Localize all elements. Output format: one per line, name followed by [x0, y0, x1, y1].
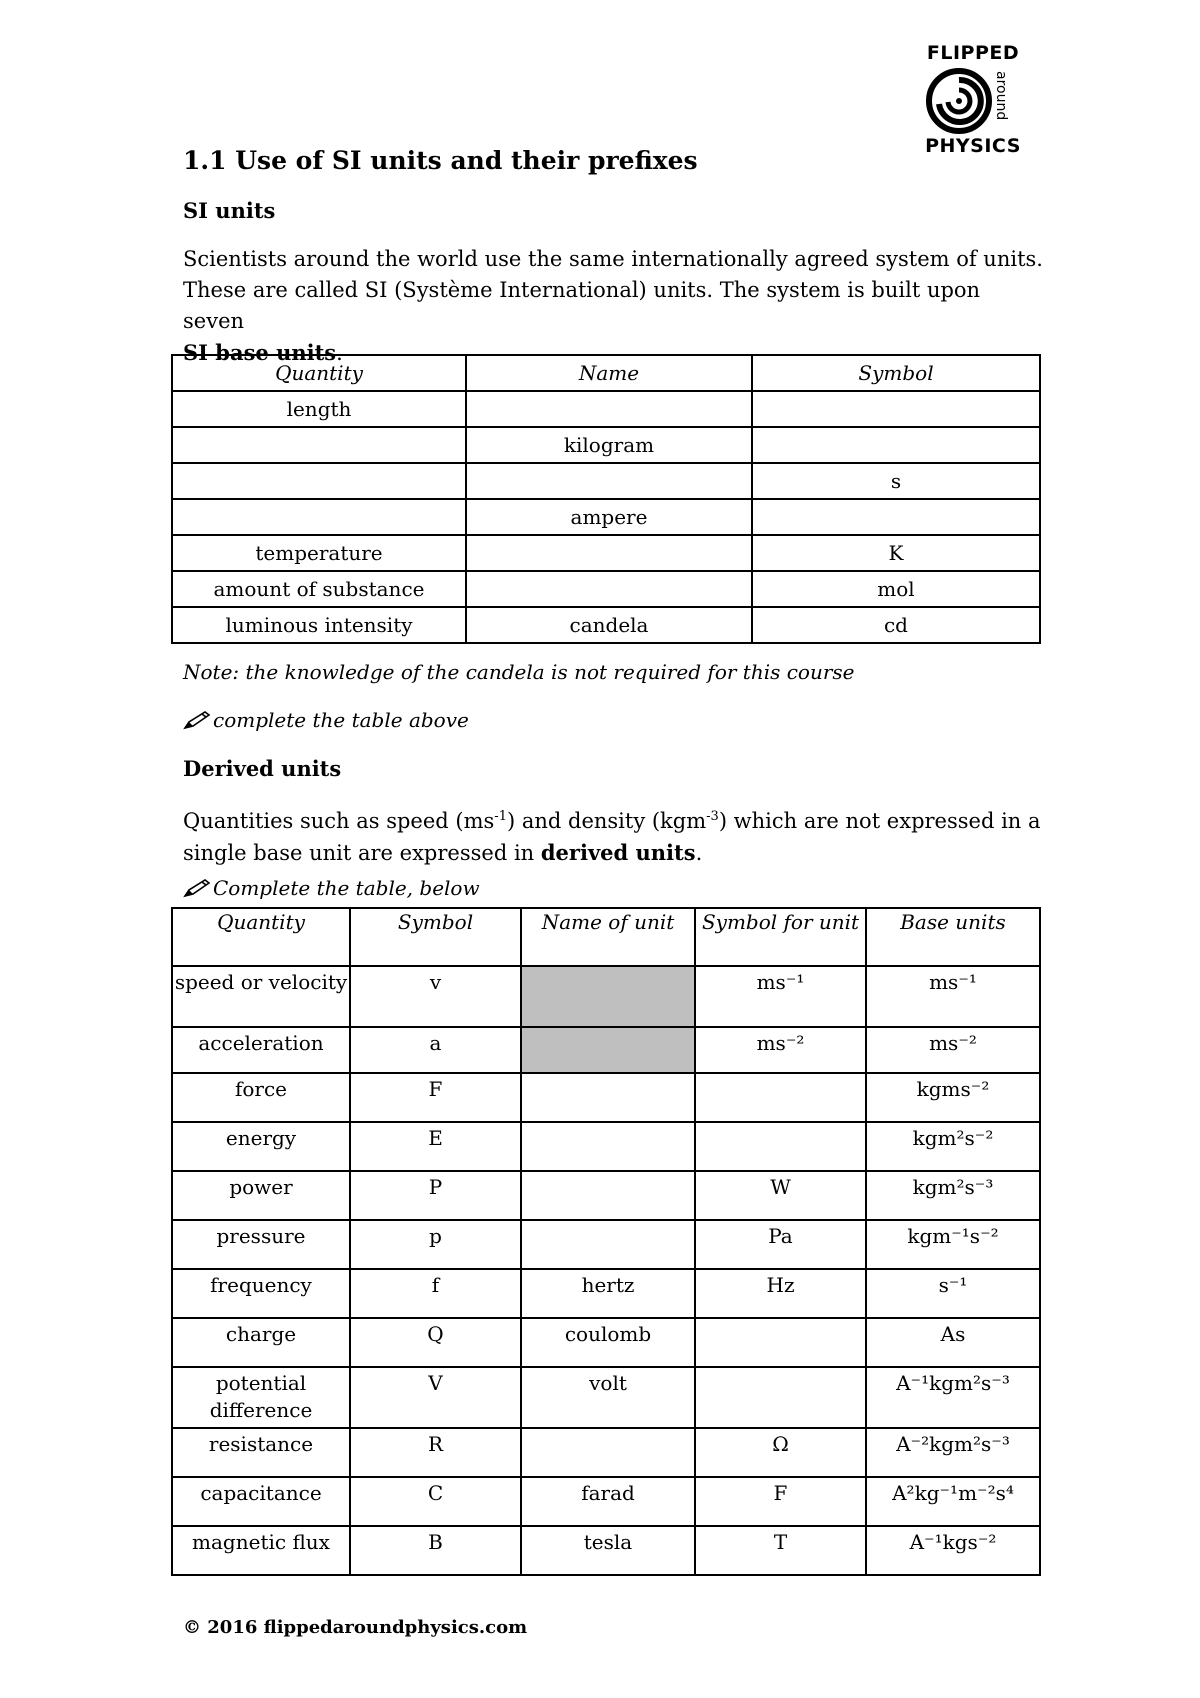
- table-cell-symbol[interactable]: Q: [350, 1318, 521, 1367]
- table-cell[interactable]: [466, 571, 752, 607]
- table-cell-unit-symbol[interactable]: ms⁻²: [695, 1027, 866, 1073]
- table-row: [172, 1318, 1040, 1367]
- table-cell-unit-symbol[interactable]: [695, 1073, 866, 1122]
- table-cell-unit-symbol[interactable]: [695, 1318, 866, 1367]
- table-cell-base[interactable]: A⁻¹kgm²s⁻³: [866, 1367, 1040, 1428]
- table-row: [172, 1477, 1040, 1526]
- derived-intro-line-2: single base unit are expressed in derived units.: [183, 840, 703, 865]
- logo-bottom-text: PHYSICS: [925, 135, 1021, 157]
- table-cell[interactable]: [752, 499, 1040, 535]
- table-cell-base[interactable]: kgm⁻¹s⁻²: [866, 1220, 1040, 1269]
- table-cell-name[interactable]: [521, 966, 695, 1027]
- pencil-icon: [183, 710, 211, 730]
- table-row: [172, 607, 1040, 643]
- table-cell-name[interactable]: [521, 1428, 695, 1477]
- table-cell-unit-symbol[interactable]: ms⁻¹: [695, 966, 866, 1027]
- table-row: [172, 535, 1040, 571]
- table-row: [172, 1526, 1040, 1575]
- table-cell-base[interactable]: ms⁻²: [866, 1027, 1040, 1073]
- table-cell-unit-symbol[interactable]: W: [695, 1171, 866, 1220]
- table-cell[interactable]: [752, 391, 1040, 427]
- derived-intro-paragraph: [183, 801, 1043, 869]
- table-cell-quantity[interactable]: capacitance: [172, 1477, 350, 1526]
- intro-line-3: SI base units.: [183, 340, 343, 365]
- table-cell-quantity[interactable]: potential difference: [172, 1367, 350, 1428]
- table-cell[interactable]: [172, 427, 466, 463]
- table-cell-symbol[interactable]: B: [350, 1526, 521, 1575]
- si-base-units-table: [171, 354, 1041, 644]
- derived-table-body: [172, 966, 1040, 1575]
- table-cell-unit-symbol[interactable]: [695, 1122, 866, 1171]
- table-row: [172, 1027, 1040, 1073]
- table-header-row: [172, 355, 1040, 391]
- column-header: Symbol for unit: [695, 908, 866, 966]
- table-cell-unit-symbol[interactable]: T: [695, 1526, 866, 1575]
- table-cell-symbol[interactable]: V: [350, 1367, 521, 1428]
- table-cell-symbol[interactable]: C: [350, 1477, 521, 1526]
- table-cell[interactable]: [466, 391, 752, 427]
- table-cell[interactable]: K: [752, 535, 1040, 571]
- column-header: Name of unit: [521, 908, 695, 966]
- table-cell-base[interactable]: kgm²s⁻³: [866, 1171, 1040, 1220]
- table-cell-base[interactable]: s⁻¹: [866, 1269, 1040, 1318]
- table-row: [172, 391, 1040, 427]
- table-cell-name[interactable]: coulomb: [521, 1318, 695, 1367]
- table-row: [172, 571, 1040, 607]
- table-cell-name[interactable]: [521, 1220, 695, 1269]
- swirl-icon: [926, 68, 992, 134]
- intro-line-2: These are called SI (Système International) units. The system is built upon seven: [183, 278, 981, 333]
- table-row: [172, 1220, 1040, 1269]
- table-cell-symbol[interactable]: R: [350, 1428, 521, 1477]
- page-title: 1.1 Use of SI units and their prefixes: [183, 146, 698, 175]
- table-cell-quantity[interactable]: magnetic flux: [172, 1526, 350, 1575]
- table-row: [172, 1073, 1040, 1122]
- table-cell-quantity[interactable]: power: [172, 1171, 350, 1220]
- table-cell-base[interactable]: A⁻²kgm²s⁻³: [866, 1428, 1040, 1477]
- column-header: Base units: [866, 908, 1040, 966]
- table-cell[interactable]: length: [172, 391, 466, 427]
- table-cell-quantity[interactable]: acceleration: [172, 1027, 350, 1073]
- table-cell-symbol[interactable]: F: [350, 1073, 521, 1122]
- table-cell[interactable]: luminous intensity: [172, 607, 466, 643]
- table-cell-base[interactable]: ms⁻¹: [866, 966, 1040, 1027]
- table-row: [172, 966, 1040, 1027]
- table-cell-unit-symbol[interactable]: Ω: [695, 1428, 866, 1477]
- table-cell-quantity[interactable]: speed or velocity: [172, 966, 350, 1027]
- table-cell[interactable]: kilogram: [466, 427, 752, 463]
- table-row: [172, 1428, 1040, 1477]
- intro-line-1: Scientists around the world use the same internationally agreed system of units.: [183, 247, 1043, 271]
- table-cell-unit-symbol[interactable]: [695, 1367, 866, 1428]
- table-cell-unit-symbol[interactable]: Hz: [695, 1269, 866, 1318]
- table-cell[interactable]: cd: [752, 607, 1040, 643]
- column-header: Symbol: [752, 355, 1040, 391]
- flipped-around-physics-logo: [918, 38, 1028, 163]
- table-cell[interactable]: candela: [466, 607, 752, 643]
- table-cell-base[interactable]: As: [866, 1318, 1040, 1367]
- derived-units-heading: Derived units: [183, 756, 342, 781]
- table-row: [172, 499, 1040, 535]
- table-cell[interactable]: [752, 427, 1040, 463]
- table-cell[interactable]: [172, 499, 466, 535]
- si-base-units-term: SI base units: [183, 340, 337, 365]
- table-cell-name[interactable]: [521, 1073, 695, 1122]
- table-cell-quantity[interactable]: force: [172, 1073, 350, 1122]
- instruction-complete-table: complete the table above: [183, 708, 469, 732]
- logo-side-text: around: [993, 71, 1009, 121]
- table-cell[interactable]: [466, 535, 752, 571]
- table-row: [172, 1171, 1040, 1220]
- table-cell-symbol[interactable]: f: [350, 1269, 521, 1318]
- table-cell-symbol[interactable]: a: [350, 1027, 521, 1073]
- derived-units-term: derived units: [540, 840, 696, 865]
- table-cell[interactable]: [172, 463, 466, 499]
- table-header-row: [172, 908, 1040, 966]
- pencil-icon: [183, 878, 211, 898]
- table-cell-quantity[interactable]: energy: [172, 1122, 350, 1171]
- column-header: Quantity: [172, 355, 466, 391]
- table-cell-symbol[interactable]: v: [350, 966, 521, 1027]
- table-cell[interactable]: ampere: [466, 499, 752, 535]
- table-cell-name[interactable]: volt: [521, 1367, 695, 1428]
- table-cell[interactable]: temperature: [172, 535, 466, 571]
- intro-paragraph: [183, 244, 1043, 369]
- table-cell-quantity[interactable]: charge: [172, 1318, 350, 1367]
- derived-intro-line-1: Quantities such as speed $(ms^{-1})$ and density (kgm$^{-3}$) which are not expressed in a: [183, 809, 1041, 833]
- table-cell-name[interactable]: [521, 1027, 695, 1073]
- table-cell-symbol[interactable]: p: [350, 1220, 521, 1269]
- derived-units-table: [171, 907, 1041, 1576]
- table-cell[interactable]: s: [752, 463, 1040, 499]
- table-cell-base[interactable]: kgm²s⁻²: [866, 1122, 1040, 1171]
- table-cell-base[interactable]: kgms⁻²: [866, 1073, 1040, 1122]
- table-cell-name[interactable]: [521, 1171, 695, 1220]
- table-cell-base[interactable]: A²kg⁻¹m⁻²s⁴: [866, 1477, 1040, 1526]
- column-header: Name: [466, 355, 752, 391]
- table-cell-base[interactable]: A⁻¹kgs⁻²: [866, 1526, 1040, 1575]
- table-cell-unit-symbol[interactable]: Pa: [695, 1220, 866, 1269]
- table-row: [172, 463, 1040, 499]
- logo-top-text: FLIPPED: [926, 42, 1020, 64]
- table-cell-symbol[interactable]: E: [350, 1122, 521, 1171]
- table-row: [172, 1269, 1040, 1318]
- table-row: [172, 1122, 1040, 1171]
- table-row: [172, 427, 1040, 463]
- column-header: Quantity: [172, 908, 350, 966]
- table-cell[interactable]: mol: [752, 571, 1040, 607]
- copyright-footer: © 2016 flippedaroundphysics.com: [183, 1617, 528, 1638]
- table-cell-quantity[interactable]: pressure: [172, 1220, 350, 1269]
- table-row: [172, 1367, 1040, 1428]
- table-cell-name[interactable]: tesla: [521, 1526, 695, 1575]
- table-cell-unit-symbol[interactable]: F: [695, 1477, 866, 1526]
- column-header: Symbol: [350, 908, 521, 966]
- table-cell-name[interactable]: farad: [521, 1477, 695, 1526]
- si-units-heading: SI units: [183, 198, 276, 223]
- table-cell-name[interactable]: hertz: [521, 1269, 695, 1318]
- instruction-complete-table-below: Complete the table, below: [183, 876, 480, 900]
- table-cell-symbol[interactable]: P: [350, 1171, 521, 1220]
- table-cell-quantity[interactable]: frequency: [172, 1269, 350, 1318]
- table-cell-quantity[interactable]: resistance: [172, 1428, 350, 1477]
- candela-note: Note: the knowledge of the candela is not required for this course: [183, 660, 855, 684]
- table-cell[interactable]: amount of substance: [172, 571, 466, 607]
- table-cell-name[interactable]: [521, 1122, 695, 1171]
- table-cell[interactable]: [466, 463, 752, 499]
